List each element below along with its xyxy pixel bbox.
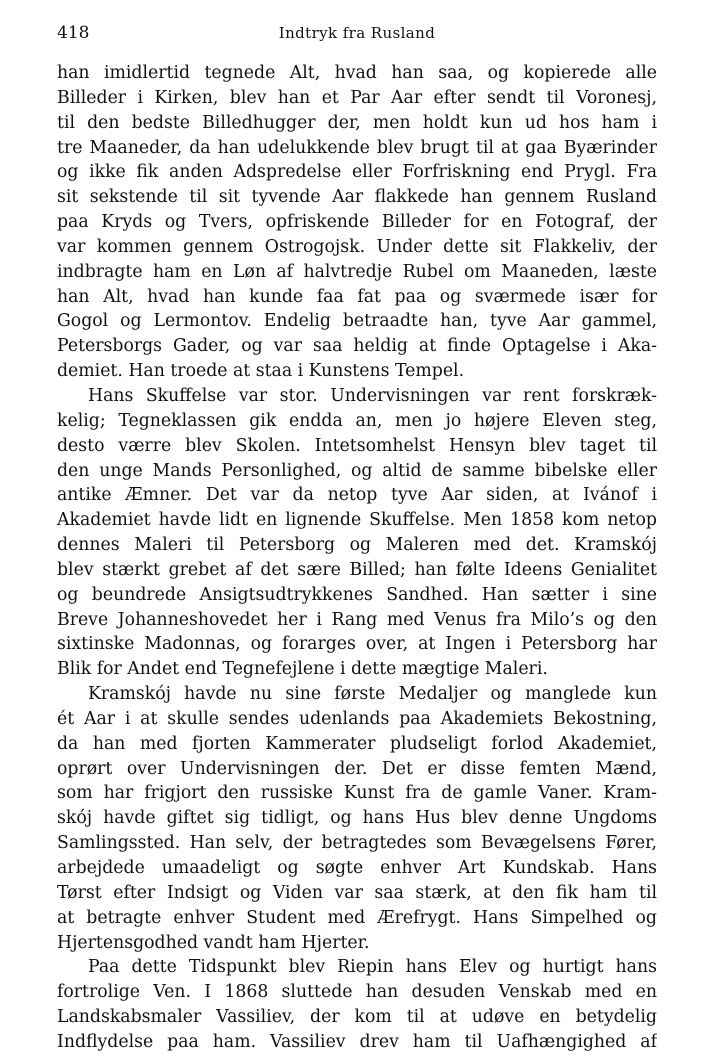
- text-line: Blik for Andet end Tegnefejlene i dette mægtige Maleri.: [57, 659, 548, 680]
- text-line: arbejdede umaadeligt og søgte enhver Art Kundskab. Hans: [57, 858, 657, 878]
- text-line: kelig; Tegneklassen gik endda an, men jo højere Eleven steg,: [57, 410, 657, 431]
- page-header: [57, 20, 657, 46]
- text-line: sit sekstende til sit tyvende Aar flakkede han gennem Rusland: [57, 187, 657, 208]
- text-line: fortrolige Ven. I 1868 sluttede han desuden Venskab med en: [57, 982, 657, 1003]
- text-line: Landskabsmaler Vassiliev, der kom til at udøve en betydelig: [57, 1007, 657, 1028]
- text-line: Kramskój havde nu sine første Medaljer og manglede kun: [88, 684, 657, 705]
- text-line: at betragte enhver Student med Ærefrygt. Hans Simpelhed og: [57, 907, 657, 928]
- text-line: til den bedste Billedhugger der, men holdt kun ud hos ham i: [57, 112, 657, 133]
- text-line: desto værre blev Skolen. Intetsomhelst Hensyn blev taget til: [57, 435, 657, 456]
- text-line: Petersborgs Gader, og var saa heldig at finde Optagelse i Aka-: [57, 336, 657, 357]
- text-line: og ikke fik anden Adspredelse eller Forfriskning end Prygl. Fra: [57, 162, 657, 183]
- text-line: som har frigjort den russiske Kunst fra de gamle Vaner. Kram-: [57, 783, 657, 804]
- text-line: skój havde giftet sig tidligt, og hans Hus blev denne Ungdoms: [57, 808, 657, 829]
- text-line: Gogol og Lermontov. Endelig betraadte han, tyve Aar gammel,: [57, 311, 657, 332]
- text-line: og beundrede Ansigtsudtrykkenes Sandhed. Han sætter i sine: [57, 584, 657, 605]
- text-line: paa Kryds og Tvers, opfriskende Billeder for en Fotograf, der: [57, 212, 657, 233]
- text-line: ét Aar i at skulle sendes udenlands paa Akademiets Bekostning,: [57, 708, 657, 729]
- text-line: den unge Mands Personlighed, og altid de samme bibelske eller: [57, 460, 657, 481]
- text-line: dennes Maleri til Petersborg og Maleren med det. Kramskój: [57, 535, 657, 556]
- text-line: Hjertensgodhed vandt ham Hjerter.: [57, 932, 370, 953]
- running-title: Indtryk fra Rusland: [278, 24, 436, 42]
- text-line: Hans Skuffelse var stor. Undervisningen var rent forskræk-: [88, 385, 657, 406]
- text-line: da han med fjorten Kammerater pludseligt forlod Akademiet,: [57, 733, 657, 754]
- text-line: Paa dette Tidspunkt blev Riepin hans Elev og hurtigt hans: [88, 957, 657, 978]
- text-line: Tørst efter Indsigt og Viden var saa stærk, at den fik ham til: [57, 882, 657, 903]
- text-line: Akademiet havde lidt en lignende Skuffelse. Men 1858 kom netop: [57, 510, 657, 531]
- text-line: blev stærkt grebet af det sære Billed; han følte Ideens Genialitet: [57, 559, 657, 580]
- text-line: oprørt over Undervisningen der. Det er disse femten Mænd,: [57, 758, 657, 779]
- text-line: tre Maaneder, da han udelukkende blev brugt til at gaa Byærinder: [57, 137, 657, 158]
- text-line: indbragte ham en Løn af halvtredje Rubel om Maaneden, læste: [57, 261, 657, 282]
- body-text: [57, 61, 657, 1055]
- page-number: 418: [57, 23, 90, 43]
- text-line: Billeder i Kirken, blev han et Par Aar efter sendt til Voronesj,: [57, 87, 657, 108]
- text-line: Breve Johanneshovedet her i Rang med Venus fra Milo’s og den: [57, 609, 657, 630]
- text-line: demiet. Han troede at staa i Kunstens Tempel.: [57, 361, 465, 382]
- text-line: han imidlertid tegnede Alt, hvad han saa, og kopierede alle: [57, 63, 657, 83]
- text-line: Samlingssted. Han selv, der betragtedes som Bevægelsens Fører,: [57, 833, 657, 854]
- text-line: var kommen gennem Ostrogojsk. Under dette sit Flakkeliv, der: [57, 236, 657, 257]
- text-line: han Alt, hvad han kunde faa fat paa og sværmede især for: [57, 286, 657, 307]
- text-line: antike Æmner. Det var da netop tyve Aar siden, at Ivánof i: [57, 485, 657, 506]
- text-line: sixtinske Madonnas, og forarges over, at Ingen i Petersborg har: [57, 634, 657, 655]
- text-line: Indflydelse paa ham. Vassiliev drev ham til Uafhængighed af: [57, 1031, 657, 1052]
